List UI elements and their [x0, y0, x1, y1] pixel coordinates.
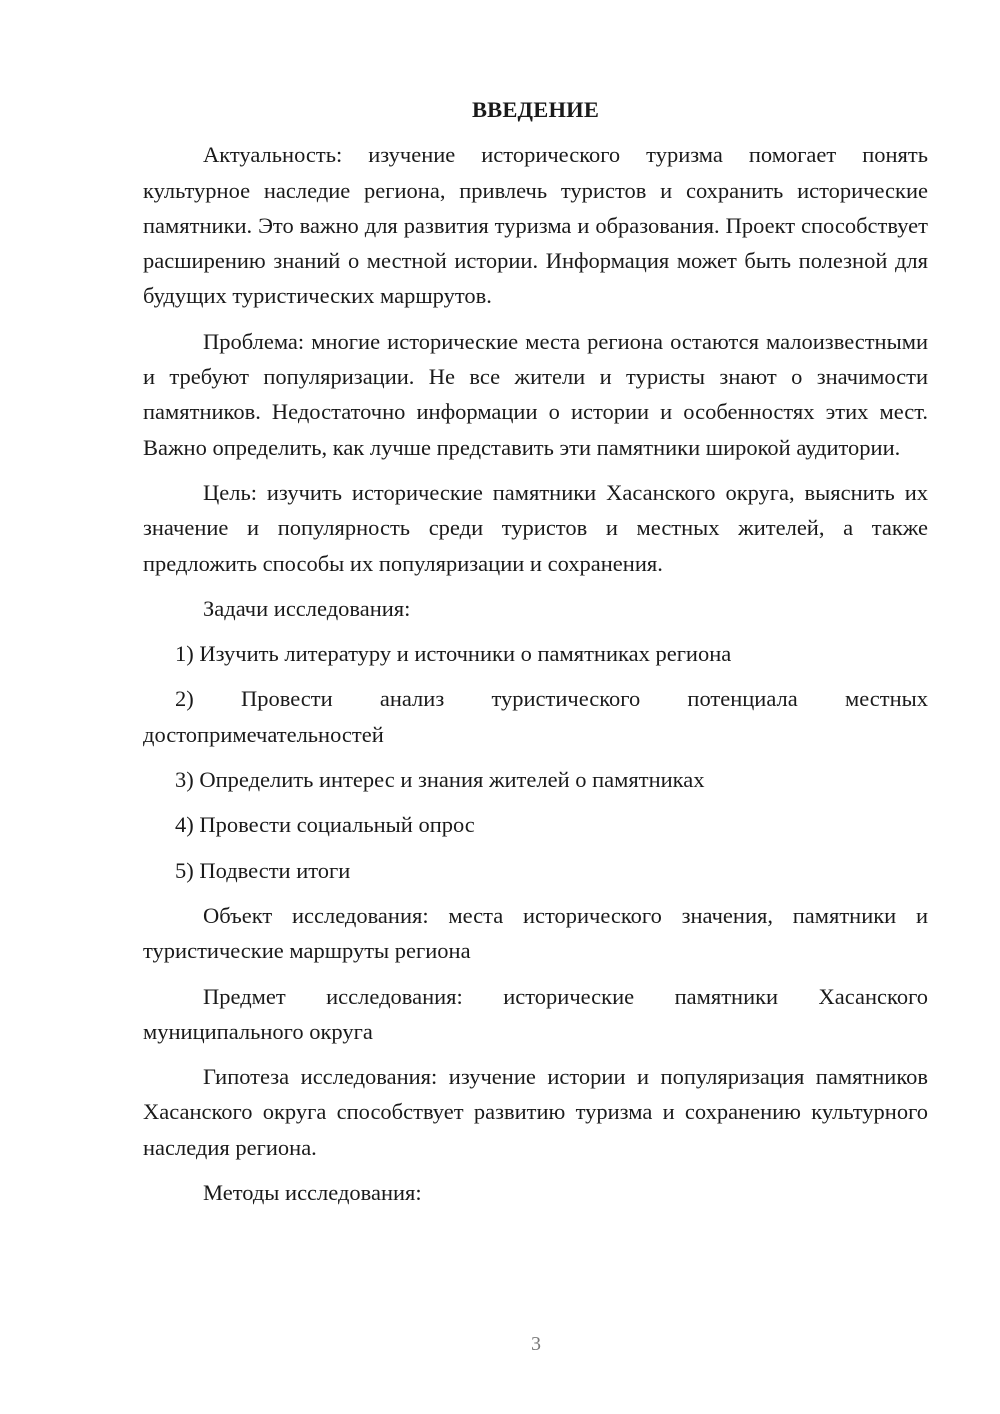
section-title: ВВЕДЕНИЕ: [471, 97, 600, 122]
paragraph-methods: Методы исследования:: [203, 1180, 422, 1206]
paragraph-relevance: Актуальность: изучение исторического туризма помогает понять культурное наследие региона, привлечь туристов и сохранить исторические памятники. Это важно для развития туризма и образования. Проект способствует расширению знаний о местной истории. Информация может быть полезной для будущих туристических маршрутов.: [143, 142, 928, 309]
paragraph-subject: Предмет исследования: исторические памятники Хасанского муниципального округа: [143, 983, 928, 1044]
task-item-4: 4) Провести социальный опрос: [175, 812, 475, 838]
task-item-1: 1) Изучить литературу и источники о памятниках региона: [175, 641, 732, 667]
paragraph-hypothesis: Гипотеза исследования: изучение истории и популяризация памятников Хасанского округа способствует развитию туризма и сохранению культурного наследия региона.: [143, 1064, 928, 1160]
task-item-5: 5) Подвести итоги: [175, 857, 351, 883]
task-item-3: 3) Определить интерес и знания жителей о памятниках: [175, 767, 705, 793]
tasks-list: [143, 636, 928, 888]
page-number: 3: [531, 1333, 541, 1355]
page-content: [143, 92, 928, 1220]
tasks-heading: Задачи исследования:: [203, 595, 411, 621]
task-item-2: 2) Провести анализ туристического потенциала местных достопримечательностей: [143, 686, 928, 747]
paragraph-object: Объект исследования: места исторического значения, памятники и туристические маршруты региона: [143, 902, 928, 964]
paragraph-problem: Проблема: многие исторические места региона остаются малоизвестными и требуют популяризации. Не все жители и туристы знают о значимости памятников. Недостаточно информации о истории и особенностях этих мест. Важно определить, как лучше представить эти памятники широкой аудитории.: [143, 328, 928, 460]
paragraph-goal: Цель: изучить исторические памятники Хасанского округа, выяснить их значение и популярность среди туристов и местных жителей, а также предложить способы их популяризации и сохранения.: [143, 479, 928, 576]
